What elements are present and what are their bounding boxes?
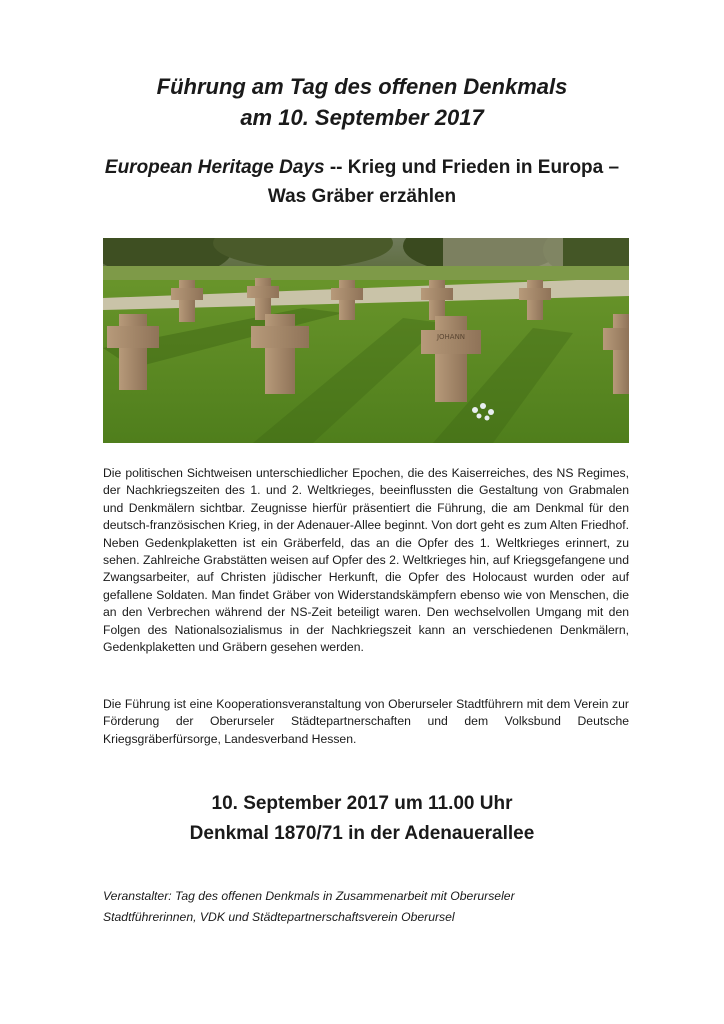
cemetery-illustration bbox=[103, 238, 629, 443]
title-line-2: am 10. September 2017 bbox=[240, 105, 484, 130]
subtitle-line-1 bbox=[0, 154, 724, 182]
title-line-1: Führung am Tag des offenen Denkmals bbox=[156, 74, 568, 99]
event-date: 10. September 2017 um 11.00 Uhr bbox=[211, 793, 513, 814]
event-place: Denkmal 1870/71 in der Adenauerallee bbox=[189, 823, 535, 844]
cemetery-photo bbox=[103, 238, 629, 443]
paragraph-description: Die politischen Sichtweisen unterschiedlicher Epochen, die des Kaiserreiches, des NS Regimes, der Nachkriegszeiten des 1. und 2. Weltkrieges, beeinflussten die Gestaltung von Grabmalen und Denkmälern sichtbar. Zeugnisse hierfür präsentiert die Führung, die am Denkmal für den deutsch-französischen Krieg, in der Adenauer-Allee beginnt. Von dort geht es zum Alten Friedhof. Neben Gedenkplaketten ist ein Gräberfeld, das an die Opfer des 1. Weltkrieges erinnert, zu sehen. Zahlreiche Grabstätten weisen auf Opfer des 2. Weltkrieges hin, auf Kriegsgefangene und Zwangsarbeiter, auf Christen jüdischer Herkunft, die Opfer des Holocaust wurden oder auf gefallene Soldaten. Man findet Gräber von Widerstandskämpfern ebenso wie von Menschen, die an den Verbrechen während der NS-Zeit beteiligt waren. Den wechselvollen Umgang mit den Folgen des Nationalsozialismus in der Nachkriegszeit kann an verschiedenen Denkmälern, Gedenkplaketten und Gräbern gesehen werden. bbox=[103, 466, 629, 655]
paragraph-cooperation: Die Führung ist eine Kooperationsveranstaltung von Oberurseler Stadtführern mit dem Verein zur Förderung der Oberurseler Städtepartnerschaften und dem Volksbund Deutsche Kriegsgräberfürsorge, Landesverband Hessen. bbox=[103, 697, 629, 746]
subtitle-line-2: Was Gräber erzählen bbox=[267, 186, 457, 207]
subtitle-italic: European Heritage Days bbox=[104, 157, 325, 178]
subtitle-rest: -- Krieg und Frieden in Europa – bbox=[324, 157, 620, 178]
cross-inscription: JOHANN bbox=[436, 333, 466, 341]
organizer-line-2: Stadtführerinnen, VDK und Städtepartnerschaftsverein Oberursel bbox=[103, 910, 455, 924]
organizer-note bbox=[103, 886, 643, 928]
organizer-line-1: Veranstalter: Tag des offenen Denkmals in Zusammenarbeit mit Oberurseler bbox=[103, 889, 515, 903]
